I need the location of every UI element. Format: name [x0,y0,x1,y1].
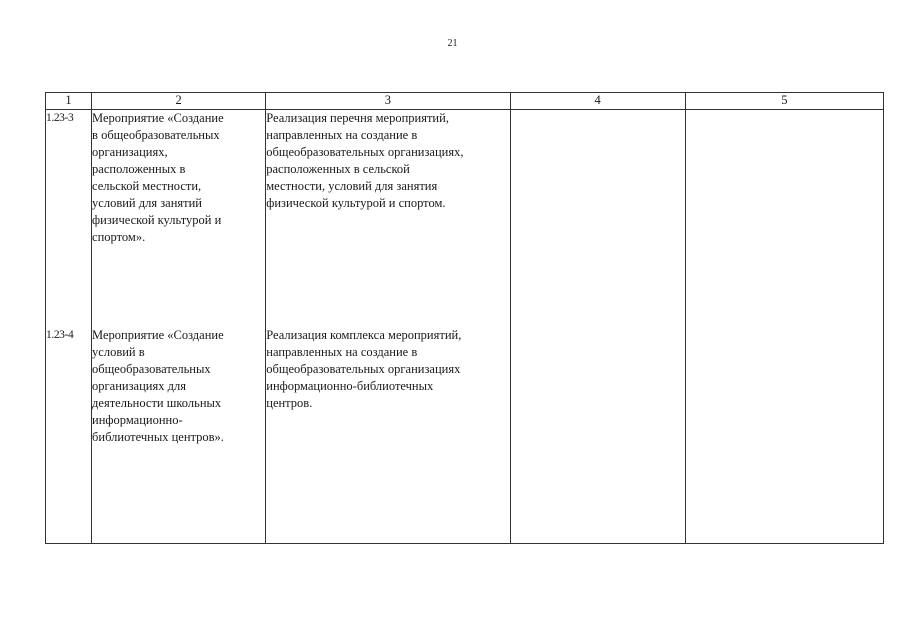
event-name: Мероприятие «Создание в общеобразовательных организациях, расположенных в сельской местности, условий для занятий физической культурой и спортом». [92,110,266,328]
table-row [46,110,884,328]
column-5-cell [685,327,883,544]
column-header-1: 1 [46,93,92,110]
column-header-3: 3 [266,93,510,110]
table-row [46,327,884,544]
column-4-cell [510,327,685,544]
event-name: Мероприятие «Создание условий в общеобразовательных организациях для деятельности школьных информационно- библиотечных центров». [92,327,266,544]
page-number: 21 [447,38,458,49]
column-header-5: 5 [685,93,883,110]
event-description: Реализация перечня мероприятий, направленных на создание в общеобразовательных организациях, расположенных в сельской местности, условий для занятия физической культурой и спортом. [266,110,510,328]
column-header-4: 4 [510,93,685,110]
document-table [45,92,884,544]
row-code: 1.23-4 [46,327,92,544]
column-5-cell [685,110,883,328]
column-4-cell [510,110,685,328]
row-code: 1.23-3 [46,110,92,328]
table-header-row [46,93,884,110]
event-description: Реализация комплекса мероприятий, направленных на создание в общеобразовательных организациях информационно-библиотечных центров. [266,327,510,544]
column-header-2: 2 [92,93,266,110]
